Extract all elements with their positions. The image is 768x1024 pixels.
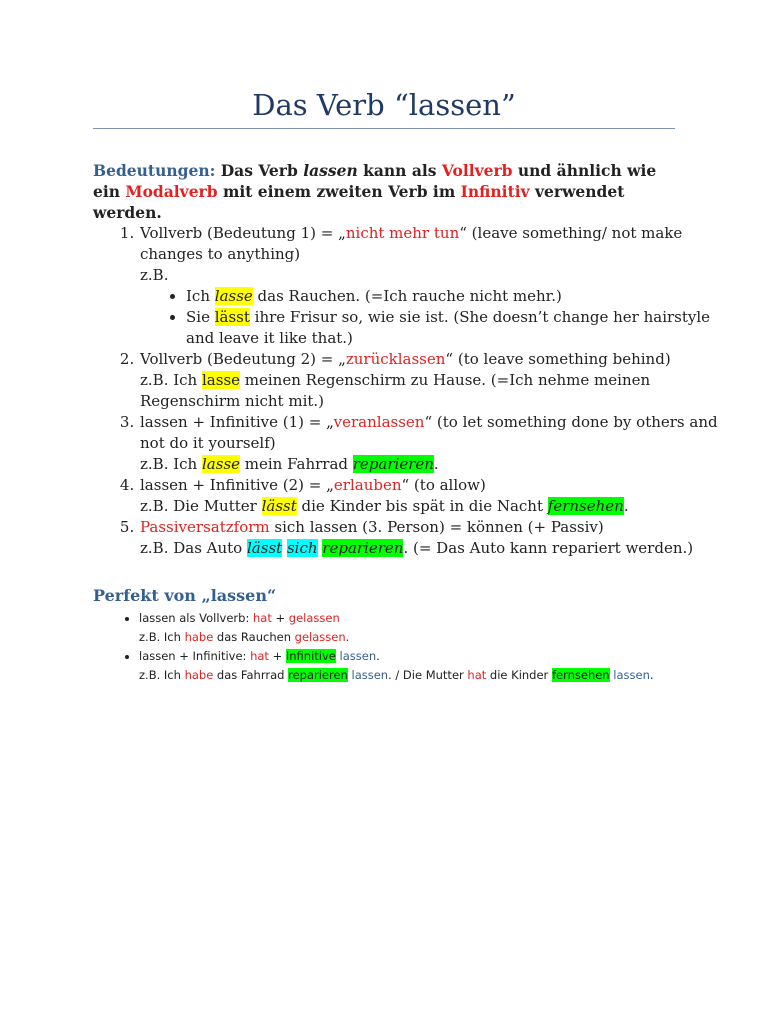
example-text: ihre Frisur so, wie sie ist. (She doesn’t change her hairstyle and leave it like that.) bbox=[186, 308, 711, 347]
intro-keyword: Vollverb bbox=[441, 161, 513, 180]
example-text: . bbox=[649, 668, 654, 682]
example-text: . bbox=[345, 630, 350, 644]
participle: gelassen bbox=[294, 630, 346, 644]
list-item bbox=[139, 349, 729, 412]
example-text: das Fahrrad bbox=[213, 668, 289, 682]
intro-text: lassen bbox=[303, 161, 358, 180]
highlight-infinitive: reparieren bbox=[322, 539, 404, 557]
example-text: . (= Das Auto kann repariert werden.) bbox=[403, 539, 694, 557]
example-text: z.B. Ich bbox=[139, 668, 185, 682]
example-text: z.B. Ich bbox=[140, 371, 202, 389]
perfekt-list bbox=[93, 609, 739, 685]
example-text: . bbox=[433, 455, 439, 473]
highlight-verb: lasse bbox=[202, 371, 241, 389]
intro-label: Bedeutungen: bbox=[93, 161, 216, 180]
example-text: Ich bbox=[186, 287, 215, 305]
list-item bbox=[139, 223, 729, 349]
example-text: z.B. Ich bbox=[140, 455, 202, 473]
item-text: “ (to leave something behind) bbox=[445, 350, 671, 368]
item-text: “ (leave something/ not make changes to anything) bbox=[140, 224, 683, 263]
list-item bbox=[186, 286, 729, 307]
item-text: sich lassen (3. Person) = können (+ Passiv) bbox=[269, 518, 604, 536]
title-divider bbox=[93, 128, 675, 129]
meanings-list bbox=[93, 223, 729, 559]
intro-text: und ähnlich wie ein bbox=[93, 161, 657, 201]
example-label: z.B. bbox=[140, 266, 169, 284]
page-title: Das Verb “lassen” bbox=[252, 88, 516, 122]
perfekt-text: lassen + Infinitive: bbox=[139, 649, 251, 663]
example-text: . / Die Mutter bbox=[388, 668, 468, 682]
perfekt-text: lassen als Vollverb: bbox=[139, 611, 253, 625]
example-text: die Kinder bbox=[486, 668, 552, 682]
intro-keyword: Modalverb bbox=[125, 182, 218, 201]
highlight-infinitive: fernsehen bbox=[547, 497, 624, 515]
lassen-form: lassen bbox=[339, 649, 377, 663]
highlight-verb: lasse bbox=[214, 287, 253, 305]
item-meaning: nicht mehr tun bbox=[345, 224, 460, 242]
auxiliary-verb: hat bbox=[250, 649, 269, 663]
example-text: Sie bbox=[186, 308, 215, 326]
lassen-form: lassen bbox=[351, 668, 389, 682]
item-text: lassen + Infinitive (2) = „ bbox=[140, 476, 334, 494]
item-text: Vollverb (Bedeutung 1) = „ bbox=[140, 224, 346, 242]
example-text: meinen Regenschirm zu Hause. (=Ich nehme meinen Regenschirm nicht mit.) bbox=[140, 371, 651, 410]
item-text: lassen + Infinitive (1) = „ bbox=[140, 413, 334, 431]
auxiliary-verb: habe bbox=[184, 630, 214, 644]
auxiliary-verb: hat bbox=[252, 611, 272, 625]
highlight-infinitive: reparieren bbox=[352, 455, 434, 473]
highlight-infinitive: fernsehen bbox=[551, 668, 610, 682]
perfekt-text: + bbox=[271, 611, 289, 625]
intro-keyword: Infinitiv bbox=[460, 182, 530, 201]
example-bullets bbox=[140, 286, 729, 349]
intro-text: kann als bbox=[357, 161, 442, 180]
lassen-form: lassen bbox=[613, 668, 650, 682]
intro-text: Das Verb bbox=[215, 161, 304, 180]
highlight-verb: lässt bbox=[214, 308, 250, 326]
auxiliary-verb: habe bbox=[184, 668, 214, 682]
item-meaning: zurücklassen bbox=[345, 350, 446, 368]
participle: gelassen bbox=[288, 611, 340, 625]
example-text: z.B. Die Mutter bbox=[140, 497, 262, 515]
example-text: mein Fahrrad bbox=[240, 455, 353, 473]
example-text: z.B. Ich bbox=[139, 630, 185, 644]
perfekt-text: . bbox=[376, 649, 380, 663]
highlight-infinitive: Infinitive bbox=[285, 649, 336, 663]
list-item bbox=[139, 609, 739, 647]
perfekt-text: + bbox=[268, 649, 286, 663]
list-item bbox=[139, 475, 729, 517]
perfekt-heading: Perfekt von „lassen“ bbox=[93, 586, 277, 605]
list-item bbox=[139, 647, 739, 685]
item-text: “ (to let something done by others and not do it yourself) bbox=[140, 413, 718, 452]
item-text: “ (to allow) bbox=[401, 476, 486, 494]
list-item bbox=[139, 412, 729, 475]
example-text: z.B. Das Auto bbox=[140, 539, 247, 557]
intro-paragraph bbox=[93, 160, 683, 223]
example-text: die Kinder bis spät in die Nacht bbox=[296, 497, 548, 515]
item-meaning: erlauben bbox=[333, 476, 402, 494]
item-meaning: veranlassen bbox=[333, 413, 425, 431]
example-text: das Rauchen bbox=[213, 630, 295, 644]
highlight-reflexive: sich bbox=[286, 539, 318, 557]
example-text: das Rauchen. (=Ich rauche nicht mehr.) bbox=[252, 287, 562, 305]
list-item bbox=[186, 307, 729, 349]
intro-text: mit einem zweiten Verb im bbox=[217, 182, 461, 201]
item-text: Vollverb (Bedeutung 2) = „ bbox=[140, 350, 346, 368]
auxiliary-verb: hat bbox=[467, 668, 487, 682]
highlight-verb: lässt bbox=[247, 539, 283, 557]
highlight-verb: lasse bbox=[202, 455, 241, 473]
example-text: . bbox=[623, 497, 629, 515]
intro-text: verwendet werden. bbox=[93, 182, 625, 222]
item-meaning: Passiversatzform bbox=[140, 518, 270, 536]
highlight-verb: lässt bbox=[261, 497, 297, 515]
highlight-infinitive: reparieren bbox=[288, 668, 348, 682]
list-item bbox=[139, 517, 729, 559]
